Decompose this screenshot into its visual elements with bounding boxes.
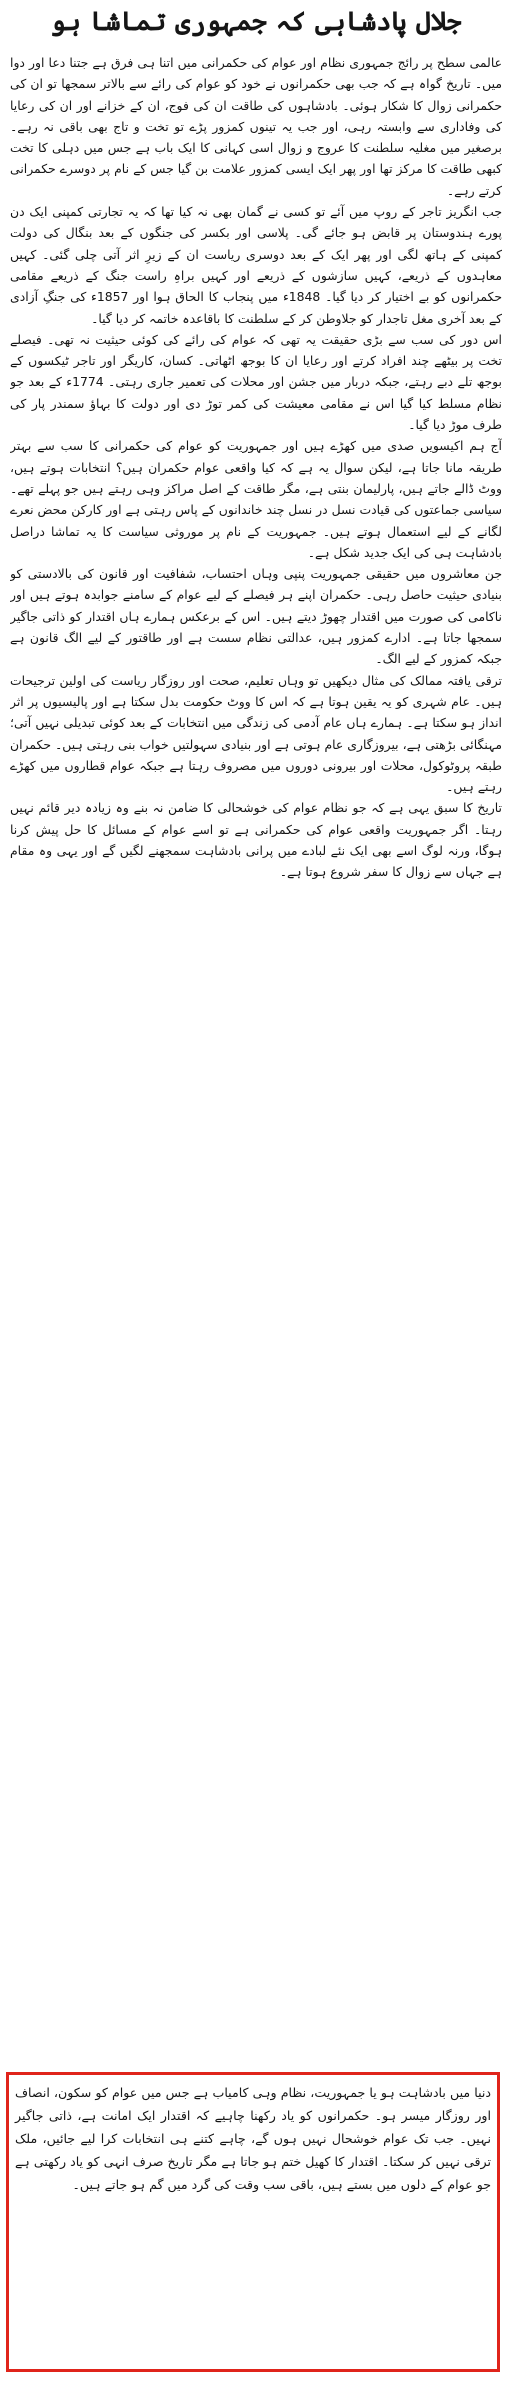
article-paragraph: تاریخ کا سبق یہی ہے کہ جو نظام عوام کی خوشحالی کا ضامن نہ بنے وہ زیادہ دیر قائم نہیں رہتا۔ اگر جمہوریت واقعی عوام کی حکمرانی ہے تو اسے عوام کے مسائل کا حل پیش کرنا ہوگا، ورنہ لوگ اسے بھی ایک نئے لبادے میں پرانی بادشاہت سمجھنے لگیں گے اور یہی وہ مقام ہے جہاں سے زوال کا سفر شروع ہوتا ہے۔ bbox=[10, 800, 502, 880]
article-body bbox=[10, 52, 502, 2056]
highlighted-conclusion-text: دنیا میں بادشاہت ہو یا جمہوریت، نظام وہی کامیاب ہے جس میں عوام کو سکون، انصاف اور روزگار میسر ہو۔ حکمرانوں کو یاد رکھنا چاہیے کہ اقتدار ایک امانت ہے، ذاتی جاگیر نہیں۔ جب تک عوام خوشحال نہیں ہوں گے، چاہے کتنے ہی انتخابات کرا لیے جائیں، ملک ترقی نہیں کر سکتا۔ اقتدار کا کھیل ختم ہو جاتا ہے مگر تاریخ صرف انہی کو یاد رکھتی ہے جو عوام کے دلوں میں بستے ہیں، باقی سب وقت کی گرد میں گم ہو جاتے ہیں۔ bbox=[15, 2085, 491, 2192]
article-paragraph: آج ہم اکیسویں صدی میں کھڑے ہیں اور جمہوریت کو عوام کی حکمرانی کا سب سے بہتر طریقہ مانا جاتا ہے، لیکن سوال یہ ہے کہ کیا واقعی عوام حکمران ہیں؟ انتخابات ہوتے ہیں، ووٹ ڈالے جاتے ہیں، پارلیمان بنتی ہے، مگر طاقت کے اصل مراکز وہی رہتے ہیں جو پہلے تھے۔ سیاسی جماعتوں کی قیادت نسل در نسل چند خاندانوں کے پاس رہتی ہے اور کارکن محض نعرے لگانے کے لیے استعمال ہوتے ہیں۔ جمہوریت کے نام پر موروثی سیاست کا یہ تماشا دراصل بادشاہت ہی کی ایک جدید شکل ہے۔ bbox=[10, 438, 502, 560]
article-paragraph: ترقی یافتہ ممالک کی مثال دیکھیں تو وہاں تعلیم، صحت اور روزگار ریاست کی اولین ترجیحات ہیں۔ عام شہری کو یہ یقین ہوتا ہے کہ اس کا ووٹ حکومت بدل سکتا ہے اور پالیسیوں پر اثر انداز ہو سکتا ہے۔ ہمارے ہاں عام آدمی کی زندگی میں انتخابات کے بعد کوئی تبدیلی نہیں آتی؛ مہنگائی بڑھتی ہے، بیروزگاری عام ہوتی ہے اور بنیادی سہولتیں خواب بنی رہتی ہیں۔ حکمران طبقہ پروٹوکول، محلات اور بیرونی دوروں میں مصروف رہتا ہے جبکہ عوام قطاروں میں کھڑے رہتے ہیں۔ bbox=[10, 672, 502, 795]
article-paragraph: اس دور کی سب سے بڑی حقیقت یہ تھی کہ عوام کی رائے کی کوئی حیثیت نہ تھی۔ فیصلے تخت پر بیٹھے چند افراد کرتے اور رعایا ان کا بوجھ اٹھاتی۔ کسان، کاریگر اور تاجر ٹیکسوں کے بوجھ تلے دبے رہتے، جبکہ دربار میں جشن اور محلات کی تعمیر جاری رہتی۔ 1774ء کے بعد جو نظام مسلط کیا گیا اس نے مقامی معیشت کی کمر توڑ دی اور دولت کا بہاؤ سمندر پار کی طرف موڑ دیا گیا۔ bbox=[10, 331, 502, 433]
article-paragraph: عالمی سطح پر رائج جمہوری نظام اور عوام کی حکمرانی میں اتنا ہی فرق ہے جتنا دعا اور دوا میں۔ تاریخ گواہ ہے کہ جب بھی حکمرانوں نے خود کو عوام کی رائے سے بالاتر سمجھا تو ان کی حکمرانی زوال کا شکار ہوئی۔ بادشاہوں کی طاقت ان کی فوج، ان کے خزانے اور ان کی رعایا کی وفاداری سے وابستہ رہی، اور جب یہ تینوں کمزور پڑے تو تخت و تاج بھی باقی نہ رہے۔ برصغیر میں مغلیہ سلطنت کا عروج و زوال اسی کہانی کا ایک باب ہے جس میں دہلی کا تخت کبھی طاقت کا مرکز تھا اور پھر ایک ایسی کمزور علامت بن گیا جس کے نام پر دوسرے حکمرانی کرتے رہے۔ bbox=[10, 55, 502, 198]
article-paragraph: جب انگریز تاجر کے روپ میں آئے تو کسی نے گمان بھی نہ کیا تھا کہ یہ تجارتی کمپنی ایک دن پورے ہندوستان پر قابض ہو جائے گی۔ پلاسی اور بکسر کی جنگوں کے بعد بنگال کی دولت کمپنی کے ہاتھ لگی اور پھر ایک کے بعد دوسری ریاست ان کے زیرِ اثر آتی چلی گئی۔ کہیں معاہدوں کے ذریعے، کہیں سازشوں کے ذریعے اور کہیں براہِ راست جنگ کے ذریعے مقامی حکمرانوں کو بے اختیار کر دیا گیا۔ 1848ء میں پنجاب کا الحاق ہوا اور 1857ء کی جنگِ آزادی کے بعد آخری مغل تاجدار کو جلاوطن کر کے سلطنت کا باقاعدہ خاتمہ کر دیا گیا۔ bbox=[10, 204, 502, 326]
article-paragraph: جن معاشروں میں حقیقی جمہوریت پنپی وہاں احتساب، شفافیت اور قانون کی بالادستی کو بنیادی حیثیت حاصل رہی۔ حکمران اپنے ہر فیصلے کے لیے عوام کے سامنے جوابدہ ہوتے ہیں اور ناکامی کی صورت میں اقتدار چھوڑ دیتے ہیں۔ اس کے برعکس ہمارے ہاں اقتدار کو ذاتی جاگیر سمجھا جاتا ہے۔ ادارے کمزور ہیں، عدالتی نظام سست ہے اور طاقتور کے لیے الگ قانون ہے جبکہ کمزور کے لیے الگ۔ bbox=[10, 566, 502, 667]
article-title: جلال پادشاہی کہ جمہوری تماشا ہو bbox=[50, 7, 462, 37]
highlighted-conclusion-box bbox=[6, 2072, 500, 2372]
